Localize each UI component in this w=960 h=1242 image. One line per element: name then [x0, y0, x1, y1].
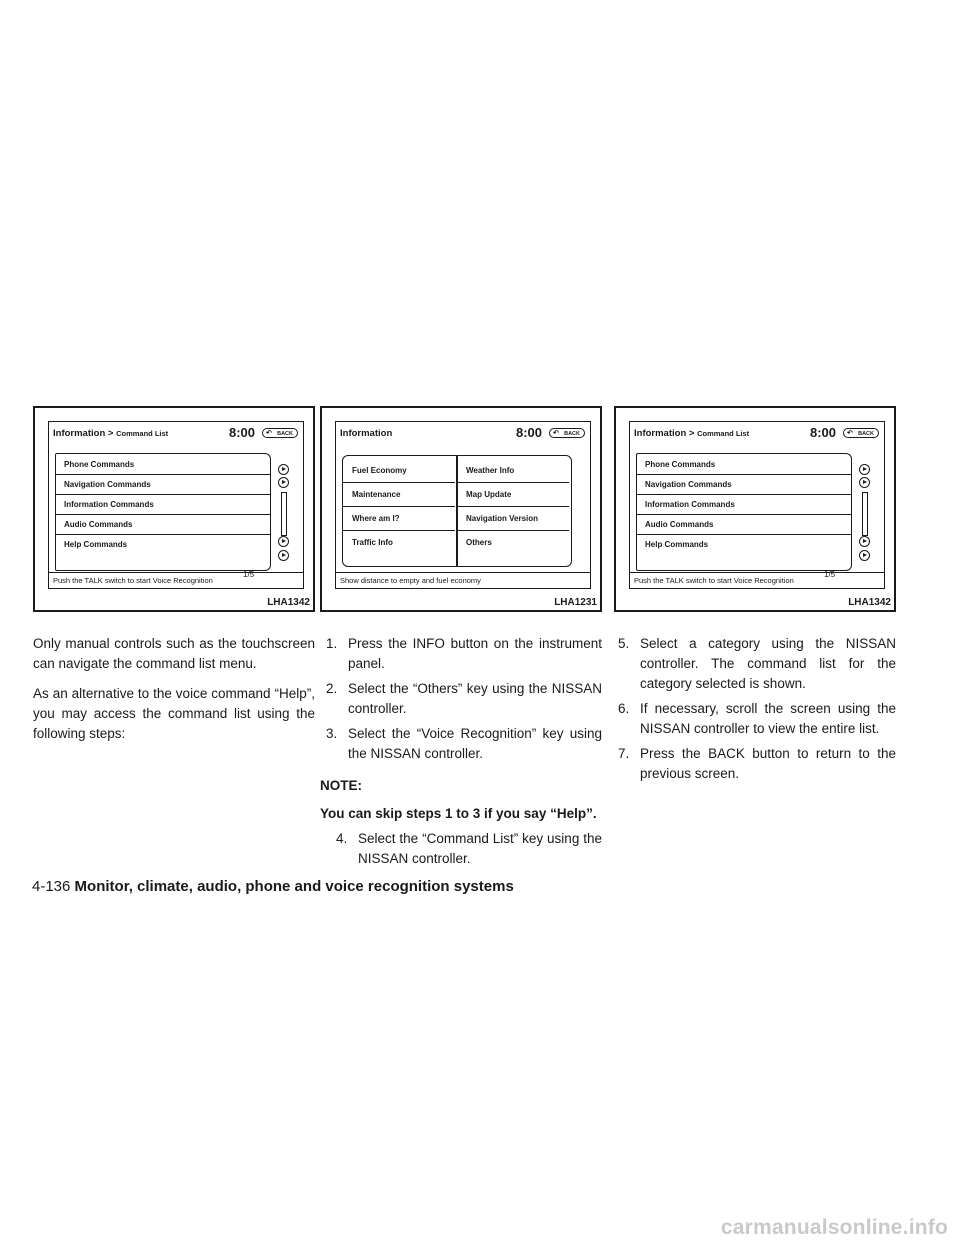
back-button[interactable]: ↶ BACK — [262, 428, 298, 438]
menu-item[interactable]: Where am I? — [343, 507, 455, 531]
text-column-3 — [614, 634, 896, 789]
scroll-up-icon[interactable] — [278, 477, 289, 488]
menu-item[interactable]: Weather Info — [457, 459, 569, 483]
watermark-text: carmanualsonline.info — [720, 1216, 948, 1239]
info-menu-left — [342, 455, 458, 567]
screen-title: Information > Command List — [634, 428, 750, 439]
step-item: 2. Select the “Others” key using the NISSAN controller. — [326, 681, 602, 716]
display-screen — [629, 421, 885, 589]
note-text: You can skip steps 1 to 3 if you say “Help”. — [320, 806, 597, 821]
clock: 8:00 — [516, 425, 543, 440]
figure-code: LHA1342 — [848, 597, 891, 608]
clock: 8:00 — [810, 425, 837, 440]
step-item: 3. Select the “Voice Recognition” key using the NISSAN controller. — [326, 726, 602, 761]
step-item: 5. Select a category using the NISSAN controller. The command list for the category selected is shown. — [618, 636, 896, 691]
info-menu-right — [456, 455, 572, 567]
command-list — [55, 453, 271, 571]
page-number: 4-136 — [32, 878, 71, 895]
figure-command-list-2 — [614, 406, 896, 612]
display-screen — [48, 421, 304, 589]
step-item: 7. Press the BACK button to return to the previous screen. — [618, 746, 896, 781]
status-bar: Push the TALK switch to start Voice Recognition — [49, 572, 303, 588]
screen-header — [630, 422, 884, 442]
list-item[interactable]: Help Commands — [64, 540, 128, 549]
clock: 8:00 — [229, 425, 256, 440]
scroll-down-icon[interactable] — [278, 550, 289, 561]
list-item[interactable]: Audio Commands — [56, 515, 270, 535]
text-column-1 — [33, 634, 315, 754]
screen-title: Information — [340, 428, 393, 439]
step-item: 6. If necessary, scroll the screen using the NISSAN controller to view the entire list. — [618, 701, 896, 736]
scrollbar[interactable] — [281, 492, 287, 536]
note-label: NOTE: — [320, 778, 362, 793]
figure-code: LHA1342 — [267, 597, 310, 608]
menu-item[interactable]: Navigation Version — [457, 507, 569, 531]
display-screen — [335, 421, 591, 589]
back-arrow-icon: ↶ — [847, 430, 853, 437]
scroll-down-icon[interactable] — [278, 536, 289, 547]
scroll-down-icon[interactable] — [859, 550, 870, 561]
menu-item[interactable]: Fuel Economy — [343, 459, 455, 483]
paragraph: Only manual controls such as the touchscreen can navigate the command list menu. — [33, 636, 315, 671]
back-button[interactable]: ↶ BACK — [549, 428, 585, 438]
menu-item-others[interactable]: Others — [466, 538, 492, 547]
paragraph: As an alternative to the voice command “Help”, you may access the command list using the following steps: — [33, 686, 315, 741]
page-indicator: 1/5 — [243, 570, 255, 579]
text-column-2 — [320, 634, 602, 874]
command-list — [636, 453, 852, 571]
list-item[interactable]: Help Commands — [645, 540, 709, 549]
list-item[interactable]: Information Commands — [637, 495, 851, 515]
screen-header — [336, 422, 590, 442]
figure-information-menu — [320, 406, 602, 612]
back-arrow-icon: ↶ — [266, 430, 272, 437]
section-title: Monitor, climate, audio, phone and voice recognition systems — [74, 878, 514, 895]
list-item[interactable]: Phone Commands — [637, 455, 851, 475]
figure-code: LHA1231 — [554, 597, 597, 608]
figure-command-list-1 — [33, 406, 315, 612]
step-item: 1. Press the INFO button on the instrument panel. — [326, 636, 602, 671]
page-footer — [32, 878, 514, 895]
watermark-band — [0, 1210, 960, 1242]
status-bar: Show distance to empty and fuel economy — [336, 572, 590, 588]
menu-item[interactable]: Maintenance — [343, 483, 455, 507]
scroll-up-icon[interactable] — [859, 464, 870, 475]
screen-header — [49, 422, 303, 442]
list-item[interactable]: Audio Commands — [637, 515, 851, 535]
status-bar: Push the TALK switch to start Voice Recognition — [630, 572, 884, 588]
list-item[interactable]: Phone Commands — [56, 455, 270, 475]
screen-title: Information > Command List — [53, 428, 169, 439]
list-item[interactable]: Information Commands — [56, 495, 270, 515]
list-item[interactable]: Navigation Commands — [637, 475, 851, 495]
step-item: 4. Select the “Command List” key using the NISSAN controller. — [336, 831, 602, 866]
menu-item[interactable]: Traffic Info — [352, 538, 393, 547]
page-indicator: 1/5 — [824, 570, 836, 579]
back-arrow-icon: ↶ — [553, 430, 559, 437]
scrollbar[interactable] — [862, 492, 868, 536]
scroll-up-icon[interactable] — [859, 477, 870, 488]
back-button[interactable]: ↶ BACK — [843, 428, 879, 438]
menu-item[interactable]: Map Update — [457, 483, 569, 507]
scroll-down-icon[interactable] — [859, 536, 870, 547]
list-item[interactable]: Navigation Commands — [56, 475, 270, 495]
scroll-up-icon[interactable] — [278, 464, 289, 475]
